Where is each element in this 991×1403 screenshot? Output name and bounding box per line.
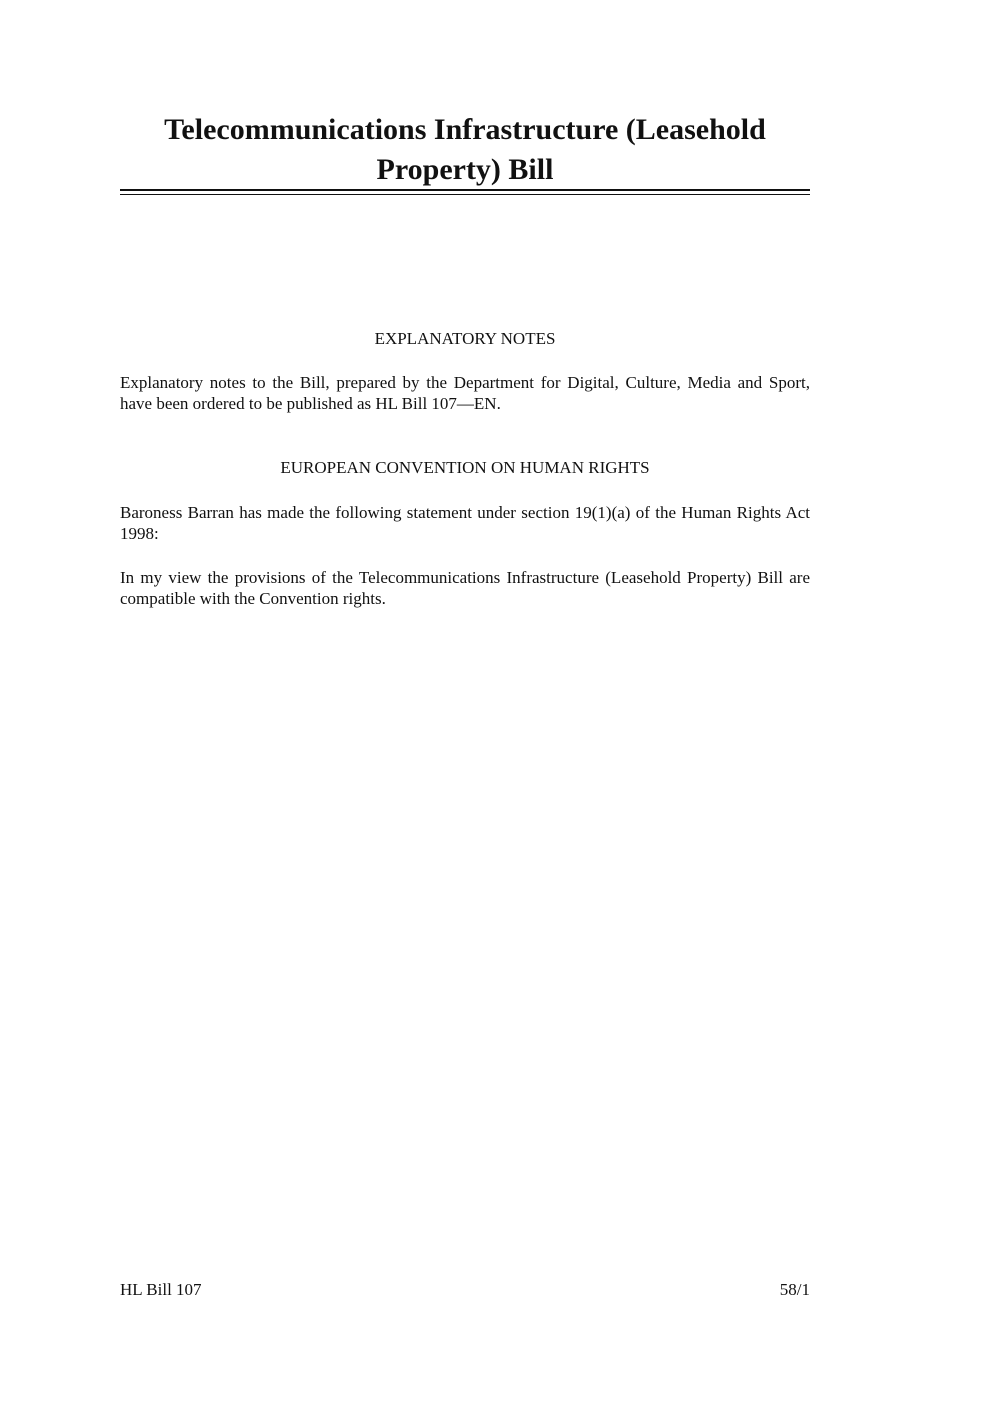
echr-heading: EUROPEAN CONVENTION ON HUMAN RIGHTS — [280, 458, 650, 477]
bill-title-line-2: Property) Bill — [376, 153, 554, 186]
bill-title-line-1: Telecommunications Infrastructure (Leasehold — [164, 113, 766, 146]
footer-bill-number: HL Bill 107 — [120, 1280, 202, 1299]
echr-compatibility-paragraph: In my view the provisions of the Telecommunications Infrastructure (Leasehold Property) Bill are compatible with the Convention rights. — [120, 568, 810, 608]
bill-title — [120, 110, 810, 190]
echr-statement-paragraph: Baroness Barran has made the following statement under section 19(1)(a) of the Human Rights Act 1998: — [120, 503, 810, 543]
footer-page-reference: 58/1 — [779, 1280, 810, 1299]
explanatory-notes-heading: EXPLANATORY NOTES — [374, 329, 556, 348]
title-double-rule — [120, 189, 810, 195]
explanatory-notes-paragraph: Explanatory notes to the Bill, prepared by the Department for Digital, Culture, Media and Sport, have been ordered to be published as HL Bill 107—EN. — [120, 373, 810, 413]
